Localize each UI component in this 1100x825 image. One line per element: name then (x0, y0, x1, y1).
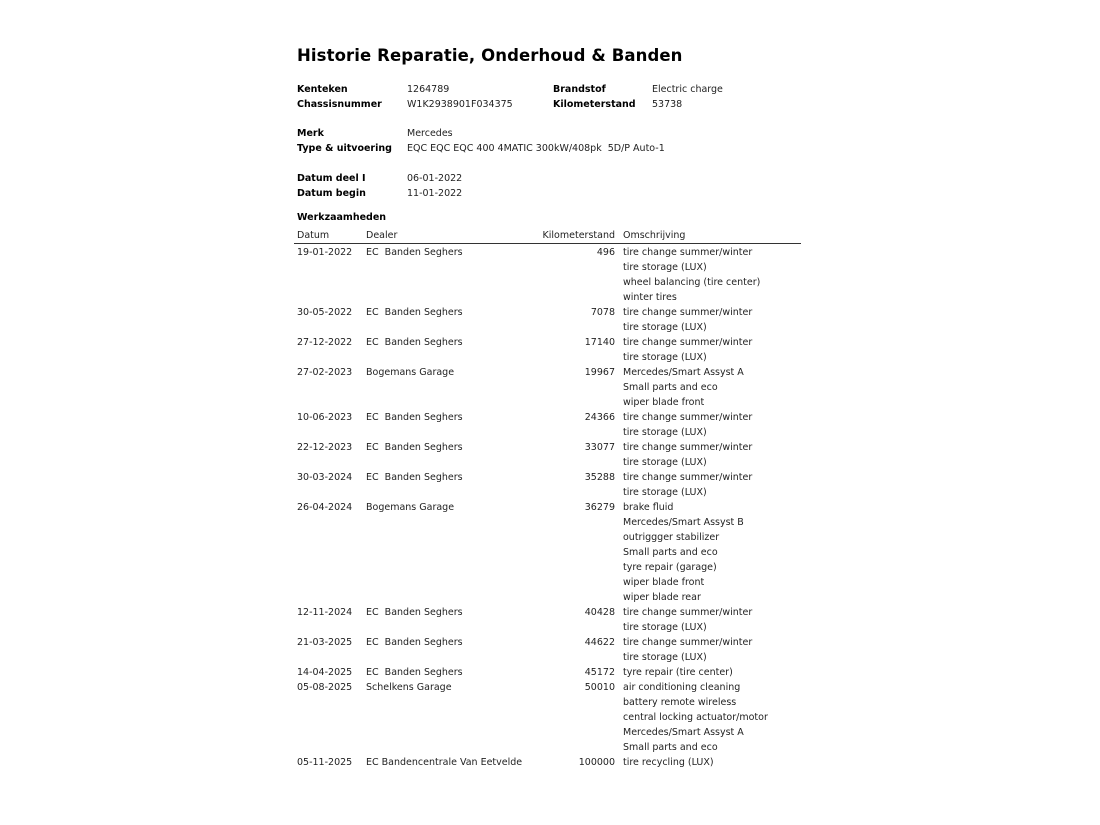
omschrijving-item: wiper blade front (623, 577, 705, 588)
merk-value: Mercedes (407, 128, 453, 139)
omschrijving-item: tire storage (LUX) (623, 352, 707, 363)
cell-dealer: EC Banden Seghers (366, 442, 463, 453)
kilometerstand-value: 53738 (652, 99, 683, 110)
cell-omschrijving (623, 665, 801, 680)
col-dealer: Dealer (366, 230, 398, 241)
kenteken-label: Kenteken (297, 84, 348, 95)
cell-datum: 22-12-2023 (297, 442, 353, 453)
cell-kilometerstand: 7078 (590, 307, 615, 318)
omschrijving-item: tire storage (LUX) (623, 427, 707, 438)
table-row (294, 365, 801, 410)
table-row (294, 335, 801, 365)
chassis-label: Chassisnummer (297, 99, 382, 110)
omschrijving-item: wiper blade rear (623, 592, 701, 603)
omschrijving-item: outriggger stabilizer (623, 532, 720, 543)
datum-begin-value: 11-01-2022 (407, 188, 463, 199)
cell-omschrijving (623, 410, 801, 440)
table-row (294, 755, 801, 770)
col-kilometerstand: Kilometerstand (542, 230, 615, 241)
omschrijving-item: winter tires (623, 292, 677, 303)
omschrijving-item: tire change summer/winter (623, 337, 753, 348)
werkzaamheden-table (294, 230, 801, 770)
omschrijving-item: tire change summer/winter (623, 637, 753, 648)
cell-kilometerstand: 19967 (584, 367, 615, 378)
cell-omschrijving (623, 365, 801, 410)
brandstof-value: Electric charge (652, 84, 723, 95)
table-row (294, 500, 801, 605)
cell-dealer: EC Banden Seghers (366, 412, 463, 423)
cell-kilometerstand: 36279 (584, 502, 615, 513)
cell-datum: 27-02-2023 (297, 367, 353, 378)
cell-kilometerstand: 24366 (584, 412, 615, 423)
omschrijving-item: tire change summer/winter (623, 607, 753, 618)
omschrijving-item: tire storage (LUX) (623, 322, 707, 333)
cell-dealer: EC Banden Seghers (366, 307, 463, 318)
cell-dealer: EC Banden Seghers (366, 607, 463, 618)
omschrijving-item: air conditioning cleaning (623, 682, 741, 693)
cell-kilometerstand: 496 (596, 247, 615, 258)
cell-datum: 10-06-2023 (297, 412, 353, 423)
omschrijving-item: wheel balancing (tire center) (623, 277, 761, 288)
cell-omschrijving (623, 305, 801, 335)
cell-kilometerstand: 50010 (584, 682, 615, 693)
omschrijving-item: tire change summer/winter (623, 307, 753, 318)
cell-datum: 30-03-2024 (297, 472, 353, 483)
table-header (294, 230, 801, 244)
table-row (294, 410, 801, 440)
table-row (294, 680, 801, 755)
omschrijving-item: tire recycling (LUX) (623, 757, 714, 768)
werkzaamheden-title: Werkzaamheden (297, 212, 387, 223)
cell-dealer: EC Bandencentrale Van Eetvelde (366, 757, 523, 768)
cell-datum: 05-11-2025 (297, 757, 353, 768)
table-row (294, 245, 801, 305)
table-body (294, 244, 801, 770)
cell-dealer: EC Banden Seghers (366, 472, 463, 483)
cell-datum: 30-05-2022 (297, 307, 353, 318)
table-row (294, 470, 801, 500)
omschrijving-item: tire storage (LUX) (623, 487, 707, 498)
cell-omschrijving (623, 500, 801, 605)
cell-omschrijving (623, 440, 801, 470)
brandstof-label: Brandstof (553, 84, 606, 95)
datum-deel-value: 06-01-2022 (407, 173, 463, 184)
omschrijving-item: Small parts and eco (623, 547, 718, 558)
cell-dealer: EC Banden Seghers (366, 247, 463, 258)
cell-omschrijving (623, 635, 801, 665)
kenteken-value: 1264789 (407, 84, 450, 95)
omschrijving-item: brake fluid (623, 502, 674, 513)
datum-begin-label: Datum begin (297, 188, 366, 199)
omschrijving-item: tire storage (LUX) (623, 652, 707, 663)
cell-datum: 26-04-2024 (297, 502, 353, 513)
cell-dealer: Bogemans Garage (366, 502, 455, 513)
cell-kilometerstand: 100000 (578, 757, 615, 768)
col-omschrijving: Omschrijving (623, 230, 686, 241)
omschrijving-item: Small parts and eco (623, 382, 718, 393)
table-row (294, 440, 801, 470)
omschrijving-item: tyre repair (garage) (623, 562, 717, 573)
cell-omschrijving (623, 335, 801, 365)
cell-omschrijving (623, 605, 801, 635)
cell-dealer: EC Banden Seghers (366, 637, 463, 648)
cell-datum: 14-04-2025 (297, 667, 353, 678)
cell-dealer: EC Banden Seghers (366, 667, 463, 678)
chassis-value: W1K2938901F034375 (407, 99, 513, 110)
omschrijving-item: tire change summer/winter (623, 472, 753, 483)
cell-datum: 05-08-2025 (297, 682, 353, 693)
cell-omschrijving (623, 245, 801, 305)
cell-kilometerstand: 33077 (584, 442, 615, 453)
cell-datum: 27-12-2022 (297, 337, 353, 348)
col-datum: Datum (297, 230, 330, 241)
cell-kilometerstand: 44622 (584, 637, 615, 648)
table-row (294, 665, 801, 680)
page-title: Historie Reparatie, Onderhoud & Banden (297, 46, 683, 65)
merk-label: Merk (297, 128, 324, 139)
cell-kilometerstand: 17140 (584, 337, 615, 348)
cell-kilometerstand: 35288 (584, 472, 615, 483)
omschrijving-item: Mercedes/Smart Assyst A (623, 367, 744, 378)
omschrijving-item: tire storage (LUX) (623, 622, 707, 633)
omschrijving-item: wiper blade front (623, 397, 705, 408)
cell-datum: 12-11-2024 (297, 607, 353, 618)
table-row (294, 605, 801, 635)
omschrijving-item: tire change summer/winter (623, 442, 753, 453)
omschrijving-item: tire change summer/winter (623, 247, 753, 258)
omschrijving-item: Mercedes/Smart Assyst A (623, 727, 744, 738)
cell-datum: 21-03-2025 (297, 637, 353, 648)
cell-dealer: Bogemans Garage (366, 367, 455, 378)
omschrijving-item: central locking actuator/motor (623, 712, 768, 723)
cell-kilometerstand: 40428 (584, 607, 615, 618)
omschrijving-item: tire storage (LUX) (623, 457, 707, 468)
omschrijving-item: tire change summer/winter (623, 412, 753, 423)
omschrijving-item: Mercedes/Smart Assyst B (623, 517, 744, 528)
cell-omschrijving (623, 680, 801, 755)
cell-dealer: Schelkens Garage (366, 682, 452, 693)
type-value: EQC EQC EQC 400 4MATIC 300kW/408pk 5D/P Auto-1 (407, 143, 665, 154)
cell-omschrijving (623, 470, 801, 500)
omschrijving-item: tire storage (LUX) (623, 262, 707, 273)
cell-omschrijving (623, 755, 801, 770)
cell-dealer: EC Banden Seghers (366, 337, 463, 348)
kilometerstand-label: Kilometerstand (553, 99, 636, 110)
table-row (294, 305, 801, 335)
omschrijving-item: Small parts and eco (623, 742, 718, 753)
omschrijving-item: tyre repair (tire center) (623, 667, 733, 678)
datum-deel-label: Datum deel I (297, 173, 366, 184)
cell-datum: 19-01-2022 (297, 247, 353, 258)
omschrijving-item: battery remote wireless (623, 697, 737, 708)
cell-kilometerstand: 45172 (584, 667, 615, 678)
table-row (294, 635, 801, 665)
type-label: Type & uitvoering (297, 143, 392, 154)
